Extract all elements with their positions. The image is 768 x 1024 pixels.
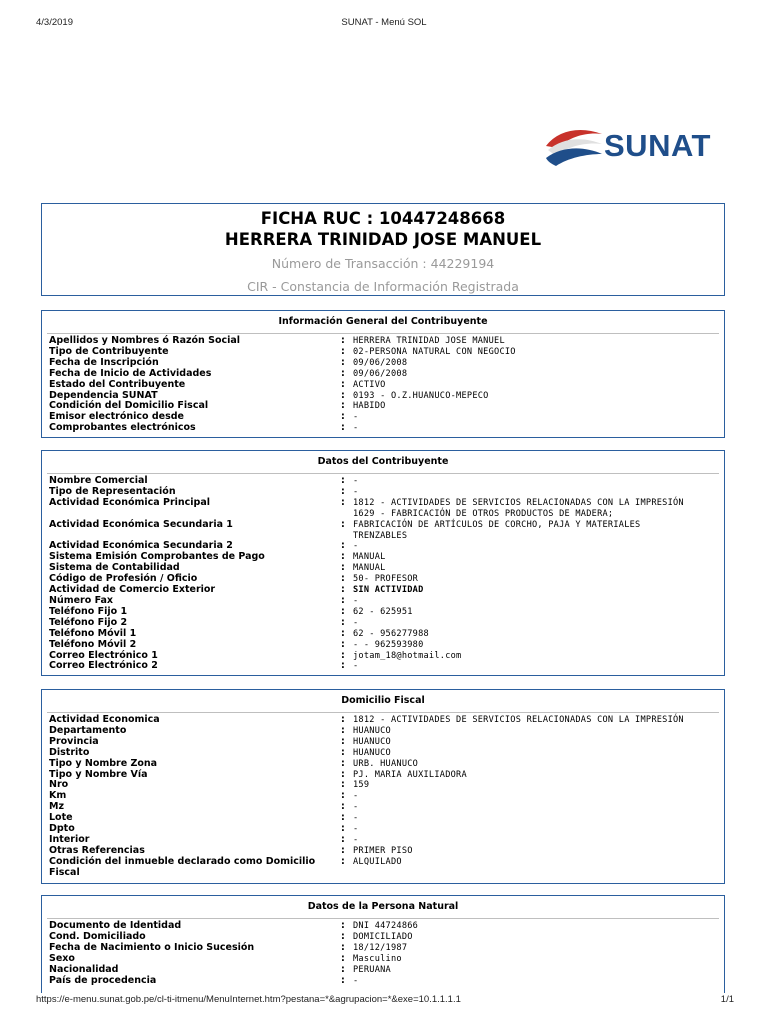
field-row <box>49 943 720 954</box>
field-label: Teléfono Fijo 1 <box>49 605 128 617</box>
field-row <box>49 737 720 748</box>
field-value: 18/12/1987 <box>353 942 408 953</box>
field-label <box>49 509 341 520</box>
field-separator: : <box>341 660 345 672</box>
field-value: 1629 - FABRICACIÓN DE OTROS PRODUCTOS DE MADERA; <box>353 508 614 519</box>
field-value: FABRICACIÓN DE ARTÍCULOS DE CORCHO, PAJA Y MATERIALES <box>353 519 641 530</box>
field-value: 1812 - ACTIVIDADES DE SERVICIOS RELACIONADAS CON LA IMPRESIÓN <box>353 497 684 508</box>
field-value: SIN ACTIVIDAD <box>353 585 424 596</box>
field-separator: : <box>341 389 345 401</box>
field-label: Correo Electrónico 2 <box>49 660 158 672</box>
field-separator: : <box>341 790 345 802</box>
field-value: - <box>353 834 359 845</box>
field-separator: : <box>341 411 345 423</box>
field-separator: : <box>341 551 345 563</box>
field-value: 50- PROFESOR <box>353 574 419 585</box>
field-value: - <box>353 486 359 497</box>
field-separator: : <box>341 638 345 650</box>
field-value: 62 - 625951 <box>353 606 413 617</box>
field-label: Dpto <box>49 823 75 835</box>
field-value: - <box>353 661 359 672</box>
section-divider <box>47 333 719 334</box>
field-separator: : <box>341 573 345 585</box>
field-row <box>49 965 720 976</box>
section-datos-contribuyente <box>41 450 725 676</box>
field-separator <box>341 868 353 879</box>
field-separator: : <box>341 475 345 486</box>
section-title: Datos del Contribuyente <box>317 456 449 467</box>
sunat-logo-text: SUNAT <box>604 128 711 163</box>
field-label: Estado del Contribuyente <box>49 378 186 390</box>
field-label: Cond. Domiciliado <box>49 930 146 942</box>
field-label: Provincia <box>49 735 99 747</box>
field-value: ALQUILADO <box>353 856 402 867</box>
field-separator: : <box>341 562 345 574</box>
field-value: 02-PERSONA NATURAL CON NEGOCIO <box>353 346 516 357</box>
field-label: Sexo <box>49 952 75 964</box>
field-separator: : <box>341 844 345 856</box>
field-value: 0193 - O.Z.HUANUCO-MEPECO <box>353 390 489 401</box>
field-value: URB. HUANUCO <box>353 758 419 769</box>
field-label: Km <box>49 790 67 802</box>
field-value: ACTIVO <box>353 379 386 390</box>
field-label: Condición del inmueble declarado como Domicilio <box>49 855 316 867</box>
field-separator: : <box>341 941 345 953</box>
field-separator: : <box>341 540 345 552</box>
field-separator: : <box>341 757 345 769</box>
field-row <box>49 813 720 824</box>
field-label: Fecha de Inicio de Actividades <box>49 367 212 379</box>
field-label: Fecha de Nacimiento o Inicio Sucesión <box>49 941 255 953</box>
field-separator: : <box>341 974 345 986</box>
field-separator: : <box>341 485 345 497</box>
field-label: Correo Electrónico 1 <box>49 649 158 661</box>
field-value: - <box>353 412 359 423</box>
field-label: Nro <box>49 779 69 791</box>
field-row <box>49 369 720 380</box>
field-value: - <box>353 813 359 824</box>
field-row <box>49 835 720 846</box>
field-value: HABIDO <box>353 401 386 412</box>
field-row <box>49 976 720 987</box>
field-value: HERRERA TRINIDAD JOSE MANUEL <box>353 336 505 346</box>
field-value: DNI 44724866 <box>353 921 419 931</box>
field-row <box>49 791 720 802</box>
field-value: jotam_18@hotmail.com <box>353 650 462 661</box>
field-label: Interior <box>49 833 90 845</box>
ficha-ruc-title: FICHA RUC : 10447248668 <box>260 209 506 228</box>
field-value <box>353 868 720 879</box>
field-value: 09/06/2008 <box>353 368 408 379</box>
field-row <box>49 954 720 965</box>
field-label: Documento de Identidad <box>49 920 182 931</box>
section-divider <box>47 712 719 713</box>
field-separator: : <box>341 594 345 606</box>
field-value: MANUAL <box>353 552 386 563</box>
section-title: Información General del Contribuyente <box>278 316 488 327</box>
field-label: Comprobantes electrónicos <box>49 422 196 434</box>
field-separator: : <box>341 823 345 835</box>
field-separator: : <box>341 952 345 964</box>
field-value: HUANUCO <box>353 725 391 736</box>
field-row <box>49 921 720 932</box>
field-label: Departamento <box>49 724 127 736</box>
field-value: 159 <box>353 780 370 791</box>
field-separator: : <box>341 584 345 596</box>
section-informacion-general <box>41 310 725 438</box>
sunat-logo <box>544 124 726 170</box>
field-value: 62 - 956277988 <box>353 628 429 639</box>
field-label: Sistema de Contabilidad <box>49 562 180 574</box>
field-label: Otras Referencias <box>49 844 145 856</box>
field-separator: : <box>341 855 345 867</box>
field-separator: : <box>341 779 345 791</box>
field-label: Teléfono Móvil 1 <box>49 627 137 639</box>
field-row <box>49 748 720 759</box>
field-label: Condición del Domicilio Fiscal <box>49 400 209 412</box>
ficha-ruc-header <box>41 203 725 296</box>
field-separator <box>341 509 353 520</box>
print-url: https://e-menu.sunat.gob.pe/cl-ti-itmenu/MenuInternet.htm?pestana=*&agrupacion=*&exe=10.1.1.1.1 <box>36 994 461 1005</box>
field-value: TRENZABLES <box>353 530 408 541</box>
field-label: Número Fax <box>49 594 114 606</box>
field-row <box>49 596 720 607</box>
transaction-number: Número de Transacción : 44229194 <box>271 256 495 271</box>
field-separator: : <box>341 746 345 758</box>
field-label: Actividad Economica <box>49 714 160 725</box>
section-divider <box>47 473 719 474</box>
field-label: Dependencia SUNAT <box>49 389 158 401</box>
field-row <box>49 520 720 531</box>
field-separator: : <box>341 724 345 736</box>
field-separator: : <box>341 649 345 661</box>
field-value: - - 962593980 <box>353 639 424 650</box>
section-divider <box>47 918 719 919</box>
field-row <box>49 509 720 520</box>
field-row <box>49 618 720 629</box>
print-date: 4/3/2019 <box>36 17 73 28</box>
field-label: Distrito <box>49 746 90 758</box>
field-row <box>49 868 720 879</box>
field-separator: : <box>341 616 345 628</box>
print-page-number: 1/1 <box>720 994 734 1005</box>
field-separator: : <box>341 335 345 346</box>
contributor-name: HERRERA TRINIDAD JOSE MANUEL <box>224 230 542 249</box>
field-row <box>49 423 720 434</box>
field-value: PRIMER PISO <box>353 845 413 856</box>
field-label: Actividad Económica Secundaria 2 <box>49 540 233 552</box>
field-separator: : <box>341 518 345 530</box>
sunat-logo-icon <box>544 124 606 170</box>
field-row <box>49 661 720 672</box>
field-row <box>49 802 720 813</box>
field-separator: : <box>341 345 345 357</box>
field-value: - <box>353 975 359 986</box>
field-separator: : <box>341 627 345 639</box>
field-value: - <box>353 476 359 486</box>
field-separator: : <box>341 768 345 780</box>
field-value: - <box>353 595 359 606</box>
print-header <box>0 17 768 31</box>
section-title: Datos de la Persona Natural <box>307 901 459 912</box>
field-value: PJ. MARIA AUXILIADORA <box>353 769 467 780</box>
field-value: PERUANA <box>353 964 391 975</box>
field-value: Masculino <box>353 953 402 964</box>
field-label: Tipo de Contribuyente <box>49 345 169 357</box>
field-separator: : <box>341 930 345 942</box>
section-title: Domicilio Fiscal <box>341 695 425 706</box>
field-value: - <box>353 791 359 802</box>
section-persona-natural <box>41 895 725 993</box>
field-row <box>49 640 720 651</box>
field-value: MANUAL <box>353 563 386 574</box>
field-separator: : <box>341 801 345 813</box>
field-row <box>49 607 720 618</box>
field-label: Fecha de Inscripción <box>49 356 159 368</box>
field-value: HUANUCO <box>353 747 391 758</box>
field-value: DOMICILIADO <box>353 931 413 942</box>
field-row <box>49 629 720 640</box>
field-row <box>49 857 720 868</box>
field-label: Tipo y Nombre Zona <box>49 757 158 769</box>
field-label: Actividad Económica Secundaria 1 <box>49 518 233 530</box>
field-separator: : <box>341 920 345 931</box>
field-label: Lote <box>49 812 73 824</box>
field-row <box>49 498 720 509</box>
field-row <box>49 780 720 791</box>
field-label: Teléfono Fijo 2 <box>49 616 128 628</box>
field-separator: : <box>341 400 345 412</box>
field-row <box>49 380 720 391</box>
field-label: Sistema Emisión Comprobantes de Pago <box>49 551 265 563</box>
field-separator: : <box>341 714 345 725</box>
field-value: - <box>353 423 359 434</box>
field-separator: : <box>341 605 345 617</box>
field-separator: : <box>341 356 345 368</box>
field-label: Actividad de Comercio Exterior <box>49 584 216 596</box>
field-label: País de procedencia <box>49 974 157 986</box>
print-footer <box>0 994 768 1008</box>
field-row <box>49 585 720 596</box>
field-row <box>49 770 720 781</box>
field-value: - <box>353 802 359 813</box>
field-value: - <box>353 824 359 835</box>
field-label: Tipo y Nombre Vía <box>49 768 148 780</box>
field-label: Fiscal <box>49 866 80 878</box>
field-label: Tipo de Representación <box>49 485 176 497</box>
field-separator: : <box>341 422 345 434</box>
field-value: 09/06/2008 <box>353 357 408 368</box>
field-label: Actividad Económica Principal <box>49 496 211 508</box>
print-page-title: SUNAT - Menú SOL <box>341 17 427 28</box>
field-label: Nacionalidad <box>49 963 119 975</box>
field-separator: : <box>341 833 345 845</box>
field-value: - <box>353 617 359 628</box>
field-label: Teléfono Móvil 2 <box>49 638 137 650</box>
field-separator: : <box>341 963 345 975</box>
section-domicilio-fiscal <box>41 689 725 884</box>
field-separator: : <box>341 735 345 747</box>
field-separator: : <box>341 367 345 379</box>
field-value: HUANUCO <box>353 736 391 747</box>
field-row <box>49 715 720 726</box>
field-value: 1812 - ACTIVIDADES DE SERVICIOS RELACIONADAS CON LA IMPRESIÓN <box>353 715 684 725</box>
field-label: Nombre Comercial <box>49 475 148 486</box>
field-row <box>49 759 720 770</box>
field-label: Código de Profesión / Oficio <box>49 573 198 585</box>
field-label: Apellidos y Nombres ó Razón Social <box>49 335 241 346</box>
field-label: Mz <box>49 801 64 813</box>
field-row <box>49 726 720 737</box>
field-separator: : <box>341 812 345 824</box>
field-row <box>49 824 720 835</box>
field-separator: : <box>341 496 345 508</box>
field-value: - <box>353 541 359 552</box>
field-label: Emisor electrónico desde <box>49 411 184 423</box>
cir-title: CIR - Constancia de Información Registrada <box>247 279 519 294</box>
field-separator: : <box>341 378 345 390</box>
